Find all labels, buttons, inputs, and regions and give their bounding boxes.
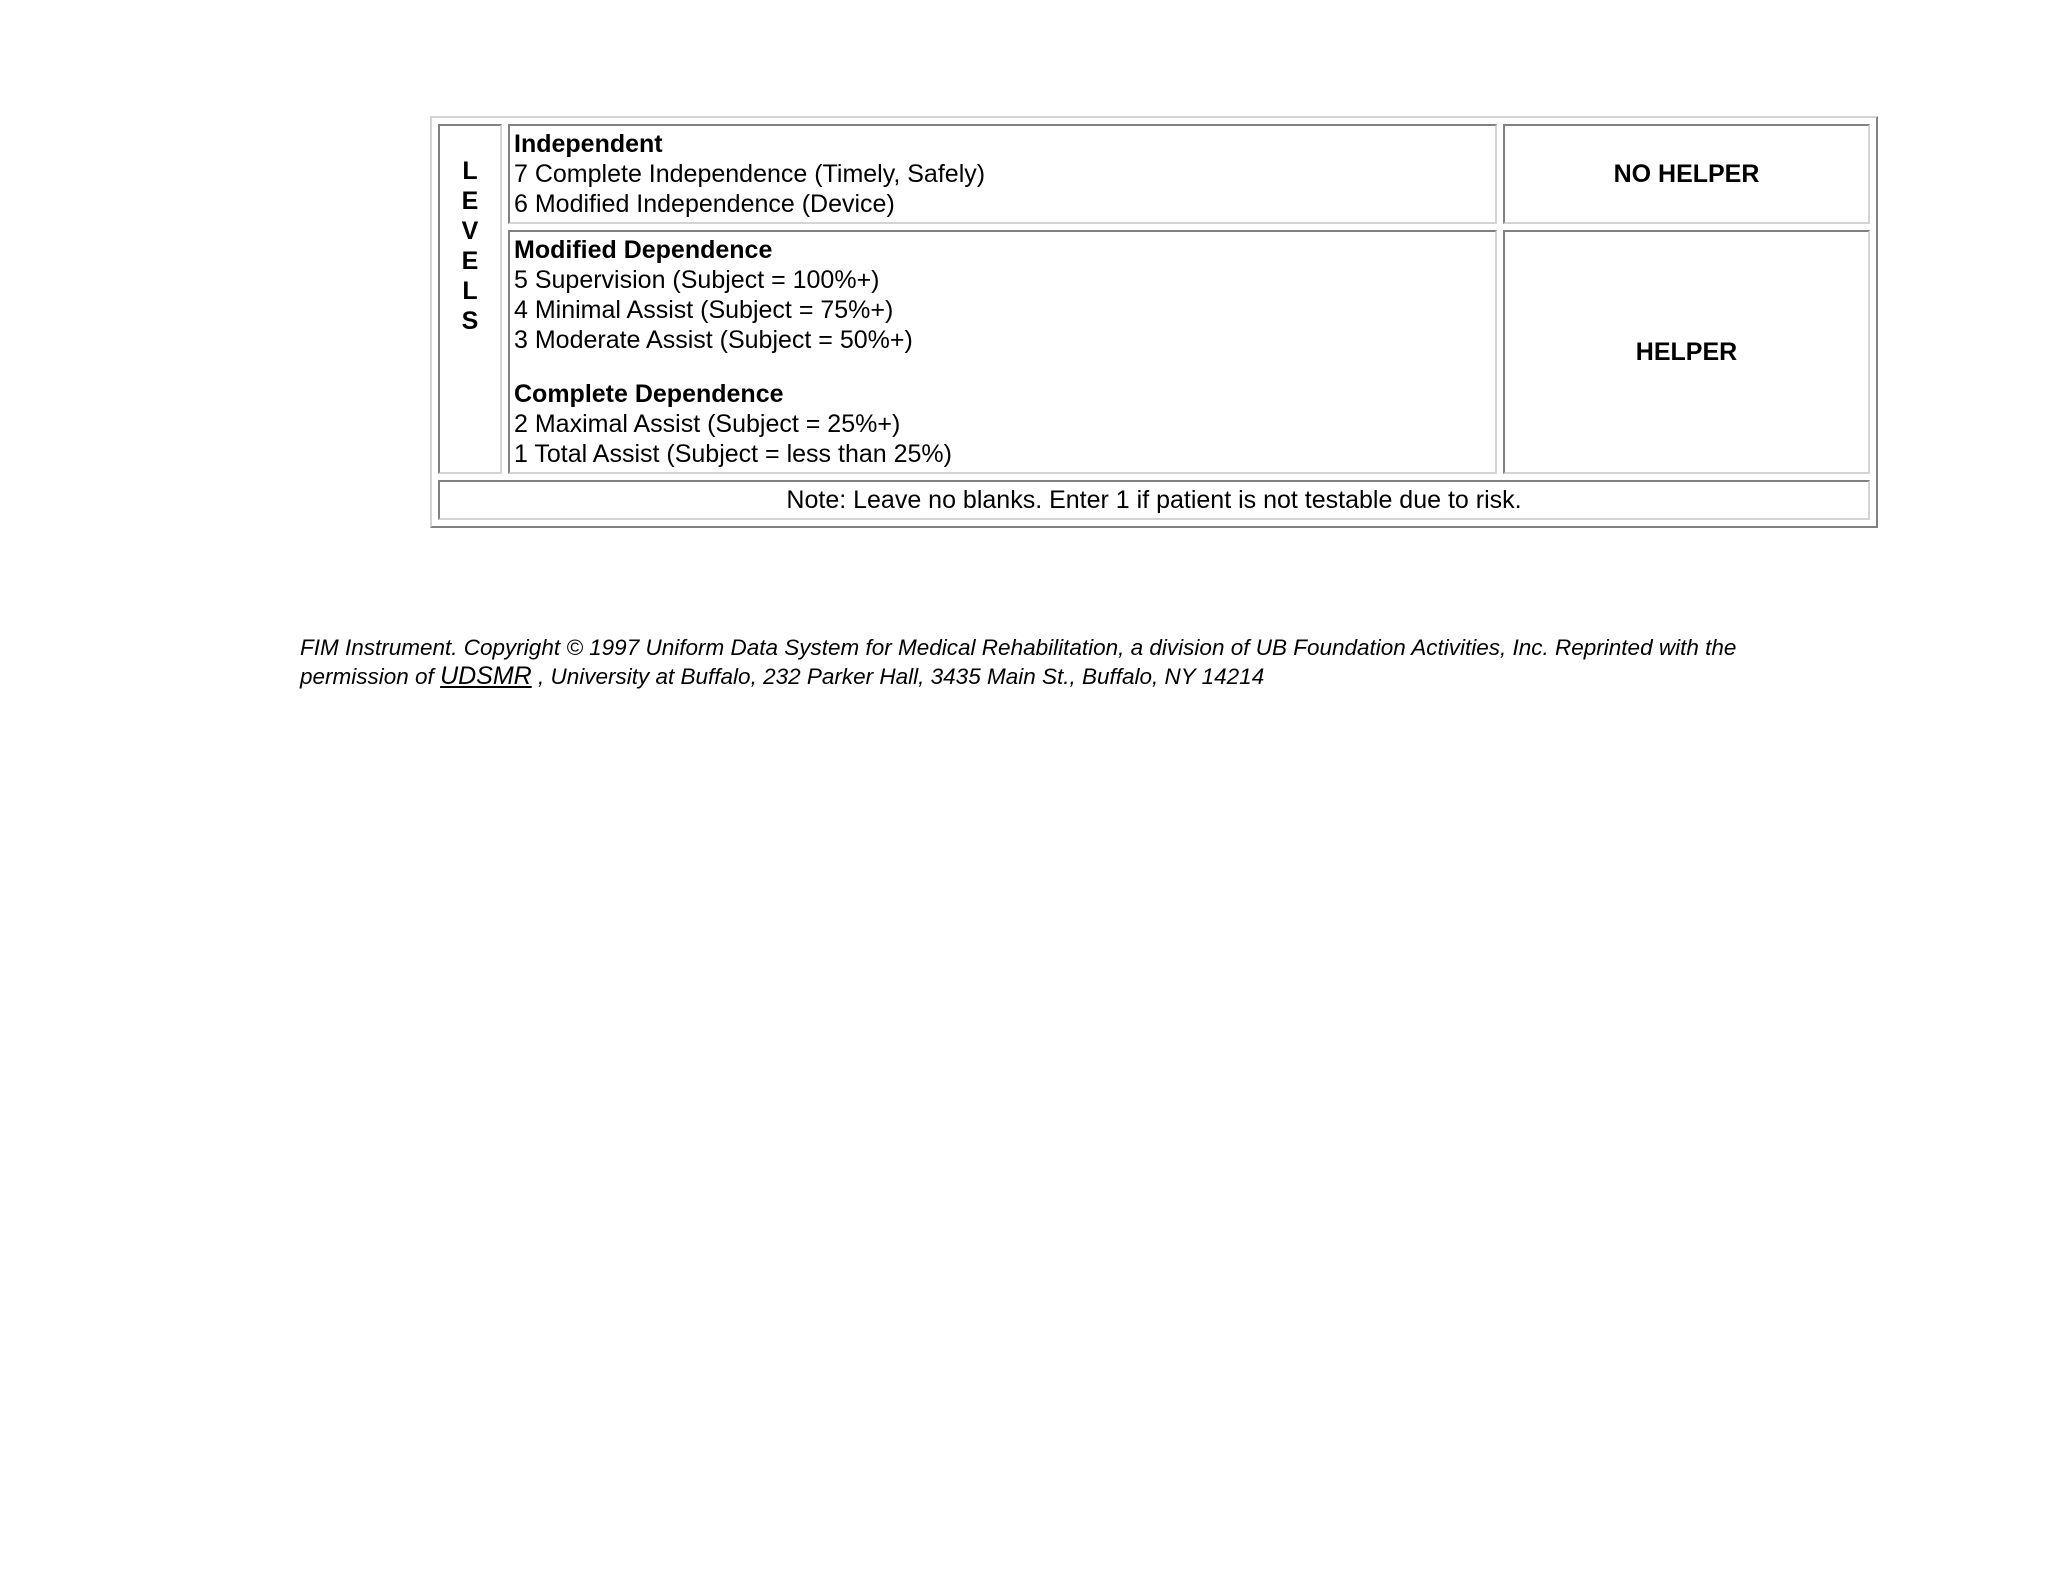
no-helper-cell: NO HELPER (1503, 124, 1870, 224)
independent-row (438, 124, 1870, 224)
group-spacer (514, 355, 1491, 379)
dependence-row (438, 230, 1870, 474)
independent-levels-cell (508, 124, 1497, 224)
level-item-4: 4 Minimal Assist (Subject = 75%+) (514, 296, 894, 324)
level-item-3: 3 Moderate Assist (Subject = 50%+) (514, 326, 913, 354)
levels-letter: L (462, 277, 478, 305)
levels-vertical-label (438, 124, 502, 474)
level-item-1: 1 Total Assist (Subject = less than 25%) (514, 440, 952, 468)
udsmr-link[interactable]: UDSMR (440, 662, 532, 690)
levels-letter: V (461, 217, 479, 245)
fim-levels-table (430, 116, 1878, 528)
level-item-6: 6 Modified Independence (Device) (514, 190, 895, 218)
modified-dependence-heading: Modified Dependence (514, 236, 773, 264)
level-item-5: 5 Supervision (Subject = 100%+) (514, 266, 880, 294)
note-row (438, 480, 1870, 520)
levels-letter: S (461, 307, 479, 335)
copyright-footer (300, 633, 1780, 691)
level-item-7: 7 Complete Independence (Timely, Safely) (514, 160, 986, 188)
levels-letter: E (461, 187, 479, 215)
note-text: Note: Leave no blanks. Enter 1 if patient is not testable due to risk. (438, 480, 1870, 520)
dependence-levels-cell (508, 230, 1497, 474)
levels-letter: E (461, 247, 479, 275)
levels-letter: L (462, 157, 478, 185)
independent-heading: Independent (514, 130, 663, 158)
level-item-2: 2 Maximal Assist (Subject = 25%+) (514, 410, 901, 438)
helper-cell: HELPER (1503, 230, 1870, 474)
footer-text-before-link: FIM Instrument. Copyright © 1997 Uniform Data System for Medical Rehabilitation, a division of UB Foundation Activities, Inc. Reprinted with the permission of (300, 635, 1737, 689)
footer-text-after-link: , University at Buffalo, 232 Parker Hall, 3435 Main St., Buffalo, NY 14214 (531, 664, 1265, 689)
complete-dependence-heading: Complete Dependence (514, 380, 784, 408)
